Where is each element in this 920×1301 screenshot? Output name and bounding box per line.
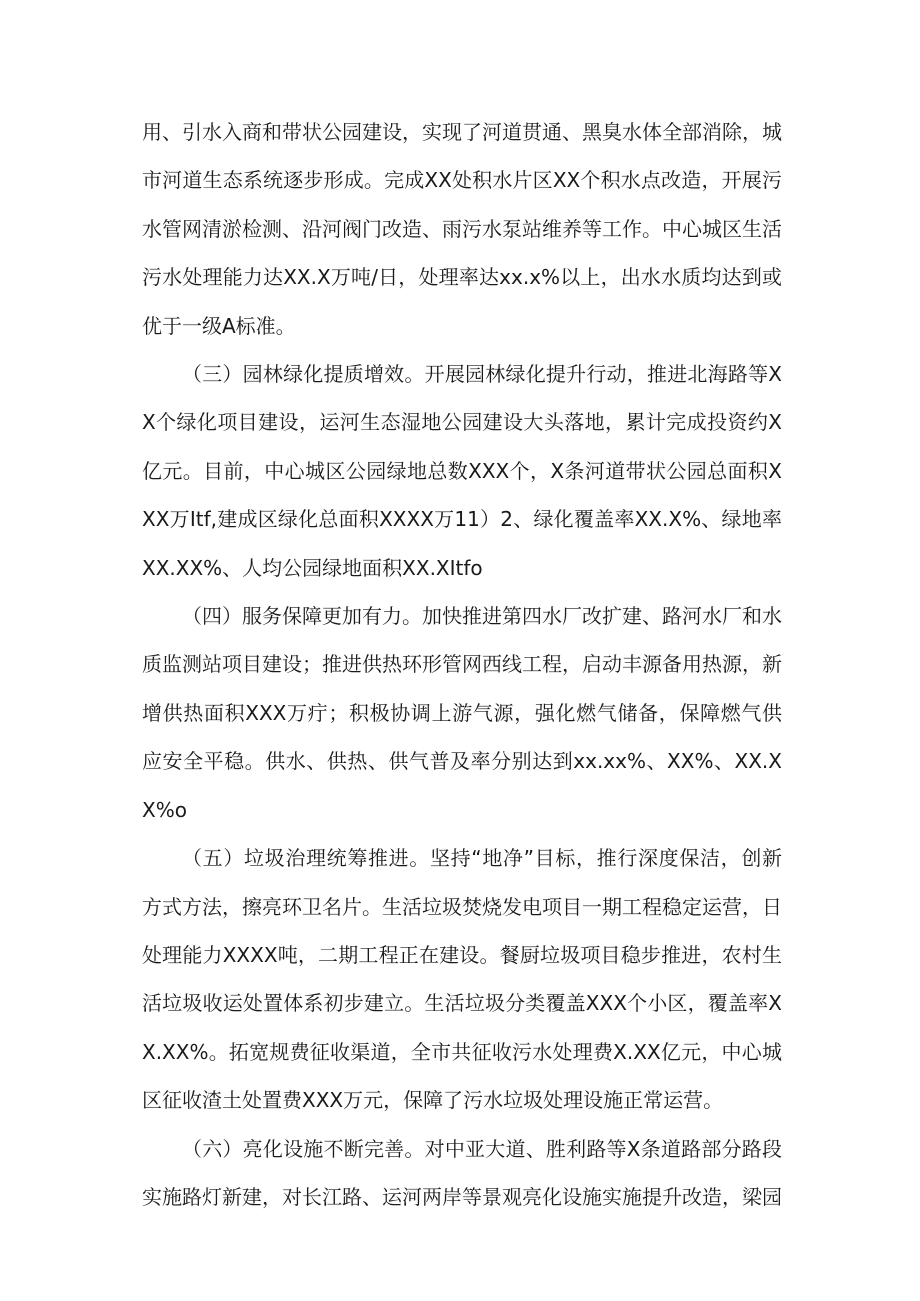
paragraph-lighting: （六）亮化设施不断完善。对中亚大道、胜利路等X条道路部分路段实施路灯新建，对长江路、运河两岸等景观亮化设施实施提升改造，梁园	[142, 1136, 782, 1209]
paragraph-landscaping: （三）园林绿化提质增效。开展园林绿化提升行动，推进北海路等XX个绿化项目建设，运河生态湿地公园建设大头落地，累计完成投资约X亿元。目前，中心城区公园绿地总数XXX个，X条河道带状公园总面积XXX万Itf,建成区绿化总面积XXXX万11）2、绿化覆盖率XX.X%、绿地率XX.XX%、人均公园绿地面积XX.XItfo	[142, 362, 782, 580]
body-text	[142, 108, 782, 1221]
paragraph-garbage-management: （五）垃圾治理统筹推进。坚持“地净”目标，推行深度保洁，创新方式方法，擦亮环卫名片。生活垃圾焚烧发电项目一期工程稳定运营，日处理能力XXXX吨，二期工程正在建设。餐厨垃圾项目稳步推进，农村生活垃圾收运处置体系初步建立。生活垃圾分类覆盖XXX个小区，覆盖率XX.XX%。拓宽规费征收渠道，全市共征收污水处理费X.XX亿元，中心城区征收渣土处置费XXX万元，保障了污水垃圾处理设施正常运营。	[142, 846, 782, 1113]
paragraph-service-support: （四）服务保障更加有力。加快推进第四水厂改扩建、路河水厂和水质监测站项目建设；推进供热环形管网西线工程，启动丰源备用热源，新增供热面积XXX万疔；积极协调上游气源，强化燃气储备，保障燃气供应安全平稳。供水、供热、供气普及率分别达到xx.xx%、XX%、XX.XX%o	[142, 604, 782, 822]
paragraph-water-treatment: 用、引水入商和带状公园建设，实现了河道贯通、黑臭水体全部消除，城市河道生态系统逐步形成。完成XX处积水片区XX个积水点改造，开展污水管网清淤检测、沿河阀门改造、雨污水泵站维养等工作。中心城区生活污水处理能力达XX.X万吨/日，处理率达xx.x%以上，出水水质均达到或优于一级A标准。	[142, 120, 782, 338]
